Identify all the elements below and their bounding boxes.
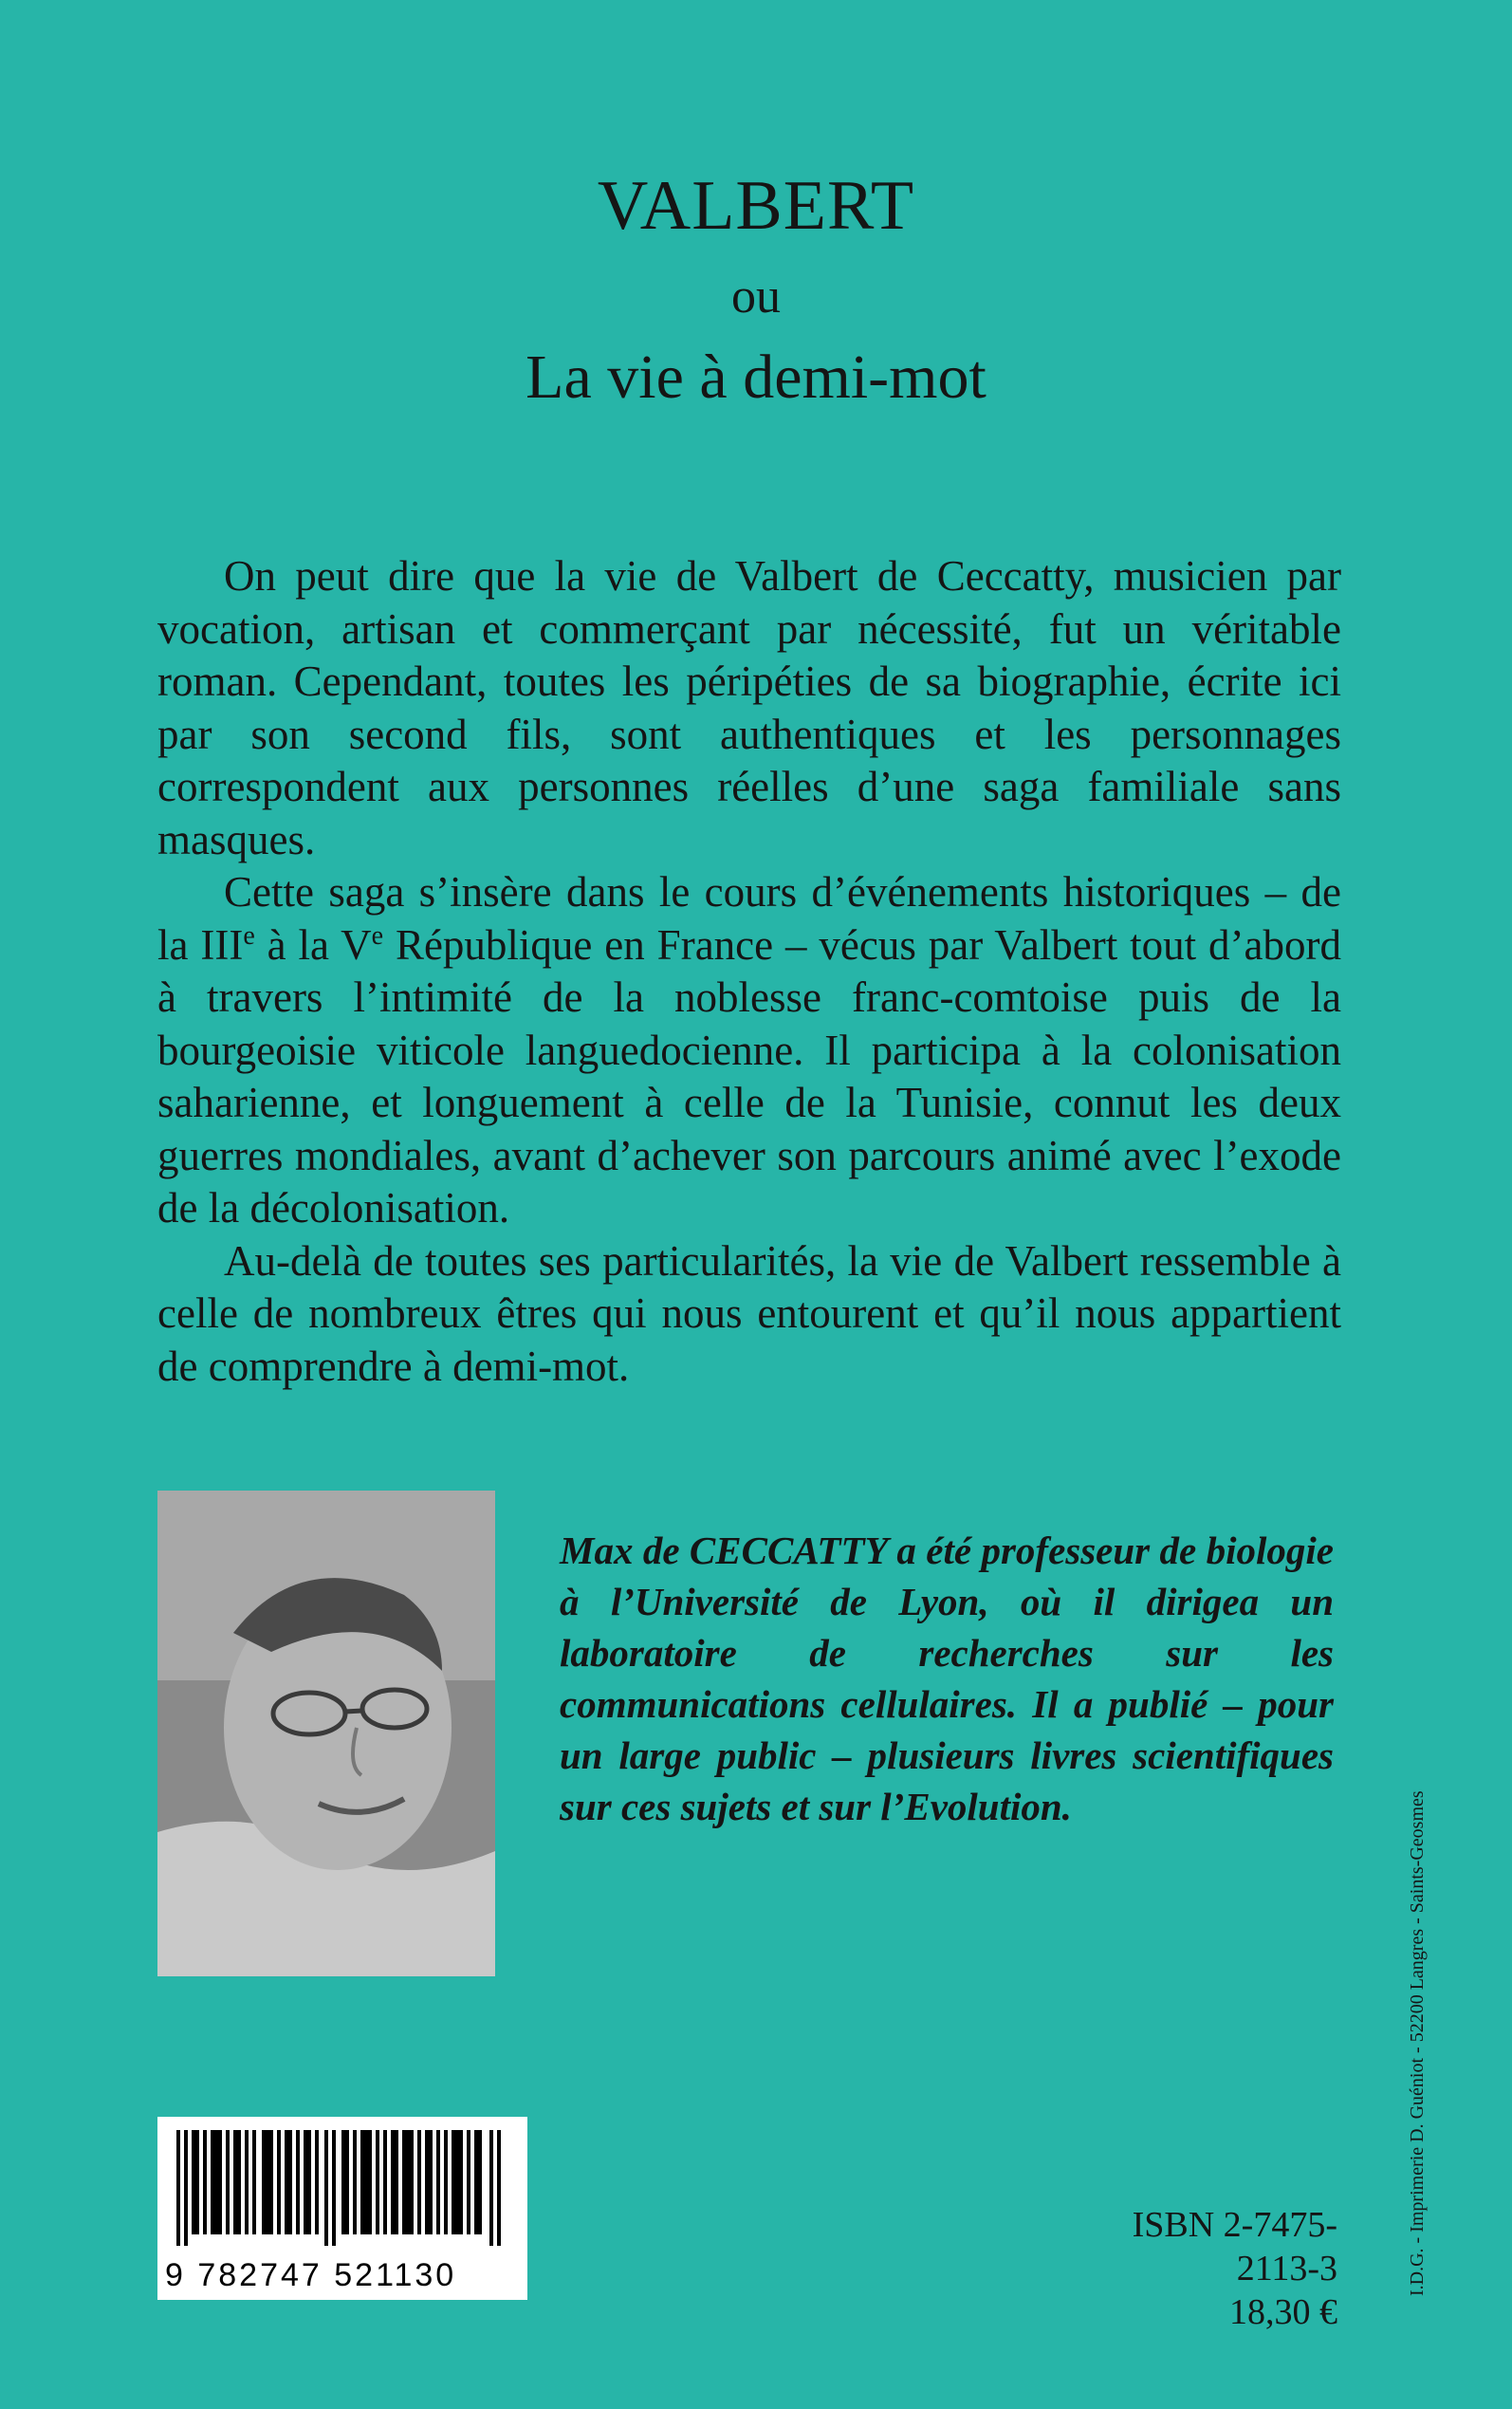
barcode-bars xyxy=(176,2130,508,2246)
author-bio-text: a été professeur de biologie à l’Université de Lyon, où il dirigea un laboratoire de recherches sur les communications cellulaires. Il a publié – pour un large public – plusieurs livres scientifiques sur ces sujets et sur l’Evolution. xyxy=(560,1529,1334,1828)
book-subtitle: La vie à demi-mot xyxy=(526,343,986,412)
author-photo xyxy=(157,1491,495,1976)
isbn-number: ISBN 2-7475-2113-3 xyxy=(1132,2205,1337,2289)
author-name: Max de CECCATTY xyxy=(560,1529,888,1572)
title-connector: ou xyxy=(731,269,781,324)
blurb-paragraph-3: Au-delà de toutes ses particularités, la vie de Valbert ressemble à celle de nombreux êtres qui nous entourent et qu’il nous appartient de comprendre à demi-mot. xyxy=(157,1236,1341,1390)
price: 18,30 € xyxy=(1229,2292,1337,2332)
author-portrait-image xyxy=(157,1491,495,1976)
isbn-block xyxy=(1072,2203,1337,2334)
book-title: VALBERT xyxy=(597,167,915,245)
blurb-paragraph-1: On peut dire que la vie de Valbert de Ceccatty, musicien par vocation, artisan et commerçant par nécessité, fut un véritable roman. Cependant, toutes les péripéties de sa biographie, écrite ici par son second fils, sont authentiques et les personnages correspondent aux personnes réelles d’une saga familiale sans masques. xyxy=(157,552,1341,863)
author-bio xyxy=(560,1525,1334,1832)
barcode xyxy=(157,2117,527,2300)
printer-credit: I.D.G. - Imprimerie D. Guéniot - 52200 Langres - Saints-Geosmes xyxy=(1407,1790,1428,2296)
blurb-paragraph-2: Cette saga s’insère dans le cours d’événements historiques – de la IIIe à la Ve République en France – vécus par Valbert tout d’abord à travers l’intimité de la noblesse franc-comtoise puis de la bourgeoisie viticole languedocienne. Il participa à la colonisation saharienne, et longuement à celle de la Tunisie, connut les deux guerres mondiales, avant d’achever son parcours animé avec l’exode de la décolonisation. xyxy=(157,868,1341,1232)
back-cover-blurb xyxy=(157,550,1341,1393)
barcode-digits: 9 782747 521130 xyxy=(165,2257,457,2293)
